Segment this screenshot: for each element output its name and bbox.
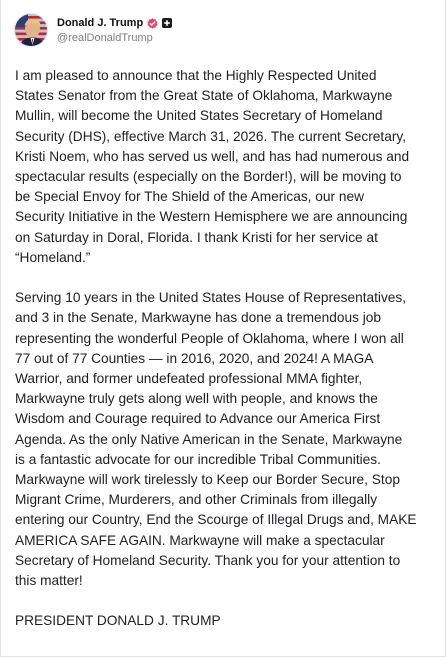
post-text-line: and 3 in the Senate, Markwayne has done a tremendous job [15,310,382,326]
post-text-line: PRESIDENT DONALD J. TRUMP [15,613,221,629]
author-name-row [57,15,172,31]
post-text-line: entering our Country, End the Scourge of Illegal Drugs and, MAKE [15,512,417,528]
post-text-line: Mullin, will become the United States Secretary of Homeland [15,108,383,124]
avatar-image [15,14,47,46]
post-paragraph-1 [15,66,435,268]
post-text-line: Wisdom and Courage required to Advance our America First [15,411,381,427]
post-paragraph-2 [15,288,435,591]
avatar[interactable] [15,14,47,46]
post-text-line: I am pleased to announce that the Highly Respected United [15,68,377,83]
post-header [15,12,172,48]
post-text-line: AMERICA SAFE AGAIN. Markwayne will make a spectacular [15,532,385,548]
post-text-line: this matter! [15,573,83,589]
post-text-line: “Homeland.” [15,249,91,265]
post-text-line: 77 out of 77 Counties — in 2016, 2020, and 2024! A MAGA [15,350,374,366]
post-text-line: representing the wonderful People of Oklahoma, where I won all [15,330,404,346]
post-text-line: Serving 10 years in the United States House of Representatives, [15,290,407,306]
post-text-line: Kristi Noem, who has served us well, and has had numerous and [15,148,410,164]
post-text-line: Markwayne will work tirelessly to Keep our Border Secure, Stop [15,472,400,488]
post-text-line: Secretary of Homeland Security. Thank you for your attention to [15,552,401,568]
post-text-line: Agenda. As the only Native American in the Senate, Markwayne [15,431,403,447]
post-body [15,66,435,652]
post-text-line: Security (DHS), effective March 31, 2026. The current Secretary, [15,128,407,144]
post-text-line: on Saturday in Doral, Florida. I thank Kristi for her service at [15,229,378,245]
post-text-line: spectacular results (especially on the Border!), will be moving to [15,169,402,185]
post-text-line: Migrant Crime, Murderers, and other Criminals from illegally [15,492,378,508]
author-display-name[interactable]: Donald J. Trump [57,17,144,29]
author-handle[interactable]: @realDonaldTrump [57,32,153,44]
post-signature [15,611,435,631]
post-text-line: Warrior, and former undefeated professional MMA fighter, [15,371,363,387]
verified-badge-icon [147,18,158,29]
author-names [57,15,172,45]
post-text-line: Markwayne truly gets along well with people, and knows the [15,391,378,407]
post-text-line: States Senator from the Great State of Oklahoma, Markwayne [15,88,393,104]
post-text-line: is a fantastic advocate for our incredible Tribal Communities. [15,451,381,467]
post-text-line: Security Initiative in the Western Hemisphere we are announcing [15,209,408,225]
account-square-icon [162,18,172,28]
post-text-line: be Special Envoy for The Shield of the Americas, our new [15,189,364,205]
